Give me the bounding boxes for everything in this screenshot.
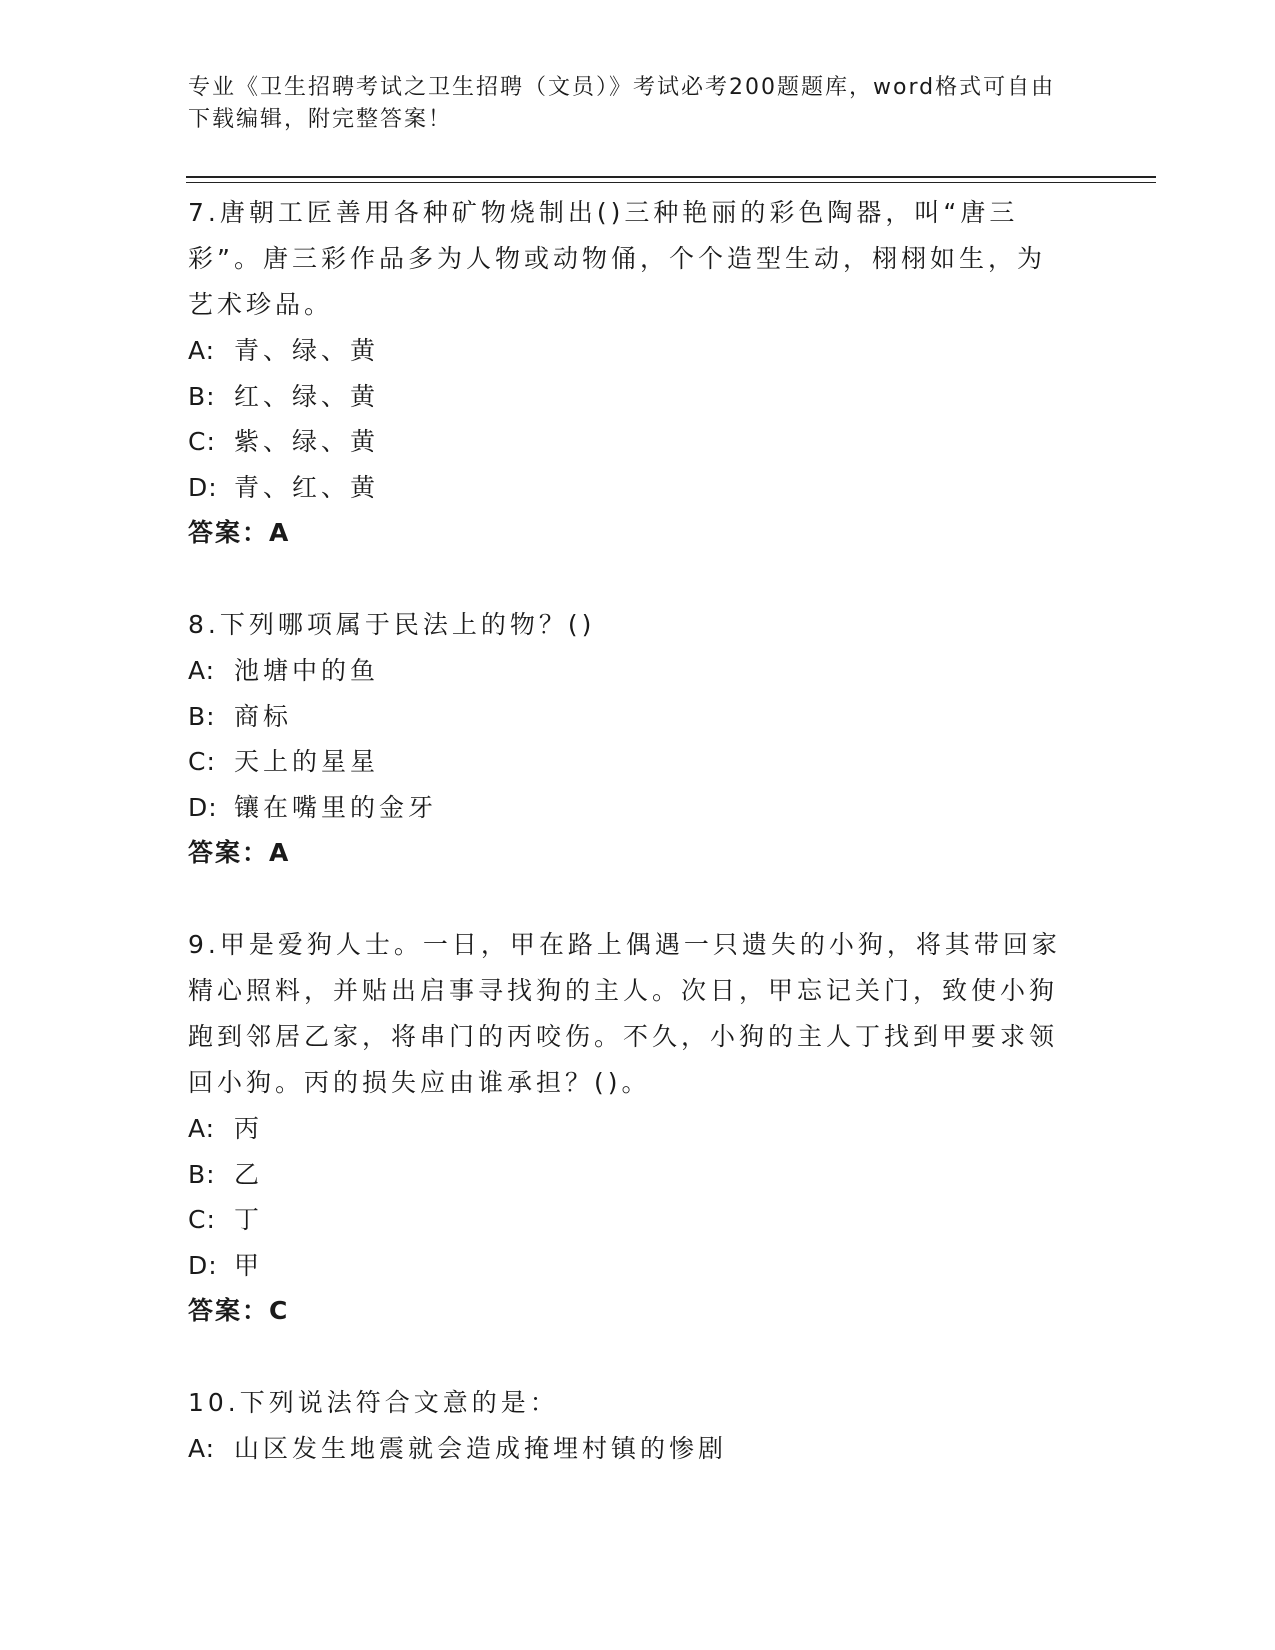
option-text: 甲 [234,1250,264,1280]
option-letter: C: [188,747,216,776]
option-letter: A: [188,1434,216,1463]
spacer [188,1334,1068,1378]
option-text: 青、红、黄 [234,472,380,502]
option-letter: C: [188,427,216,456]
option-text: 天上的星星 [234,747,380,776]
option-letter: A: [188,336,216,365]
question-stem: 9.甲是爱狗人士。一日，甲在路上偶遇一只遗失的小狗，将其带回家精心照料，并贴出启事寻找狗的主人。次日，甲忘记关门，致使小狗跑到邻居乙家，将串门的丙咬伤。不久，小狗的主人丁找到甲要求领回小狗。丙的损失应由谁承担？()。 [188,930,1061,1097]
option-a [188,1426,1068,1472]
answer-line: 答案：A [188,838,291,867]
option-a [188,648,1068,694]
option-text: 丙 [234,1114,264,1143]
option-text: 紫、绿、黄 [234,427,380,456]
answer-line: 答案：A [188,518,291,547]
option-a [188,328,1068,374]
option-b [188,374,1068,420]
option-letter: D: [188,1250,218,1280]
question-9 [188,920,1068,1334]
option-c [188,739,1068,785]
document-header: 专业《卫生招聘考试之卫生招聘（文员）》考试必考200题题库，word格式可自由下载编辑，附完整答案！ [188,75,1056,132]
option-c [188,1197,1068,1243]
option-text: 丁 [234,1205,264,1234]
option-d [188,785,1068,831]
answer-line: 答案：C [188,1296,290,1325]
option-text: 商标 [234,701,293,731]
spacer [188,556,1068,600]
option-b [188,694,1068,740]
question-stem: 7.唐朝工匠善用各种矿物烧制出()三种艳丽的彩色陶器，叫“唐三彩”。唐三彩作品多为人物或动物俑，个个造型生动，栩栩如生，为艺术珍品。 [188,198,1046,319]
option-text: 乙 [234,1159,264,1189]
option-letter: B: [188,381,216,411]
question-8 [188,600,1068,876]
option-letter: B: [188,701,216,731]
option-d [188,1243,1068,1289]
question-stem: 10.下列说法符合文意的是： [188,1388,559,1417]
spacer [188,876,1068,920]
question-7 [188,188,1068,556]
option-text: 山区发生地震就会造成掩埋村镇的惨剧 [234,1434,728,1463]
question-stem: 8.下列哪项属于民法上的物？() [188,610,596,639]
option-letter: B: [188,1159,216,1189]
option-text: 镶在嘴里的金牙 [234,792,438,822]
option-b [188,1152,1068,1198]
question-list [188,188,1068,1472]
option-letter: D: [188,792,218,822]
option-text: 池塘中的鱼 [234,656,380,685]
option-text: 青、绿、黄 [234,336,380,365]
option-d [188,465,1068,511]
option-letter: C: [188,1205,216,1234]
option-letter: A: [188,656,216,685]
option-text: 红、绿、黄 [234,381,380,411]
option-c [188,419,1068,465]
header-divider-thick [186,176,1156,178]
option-letter: A: [188,1114,216,1143]
option-a [188,1106,1068,1152]
question-10 [188,1378,1068,1472]
header-divider-thin [186,182,1156,183]
option-letter: D: [188,472,218,502]
